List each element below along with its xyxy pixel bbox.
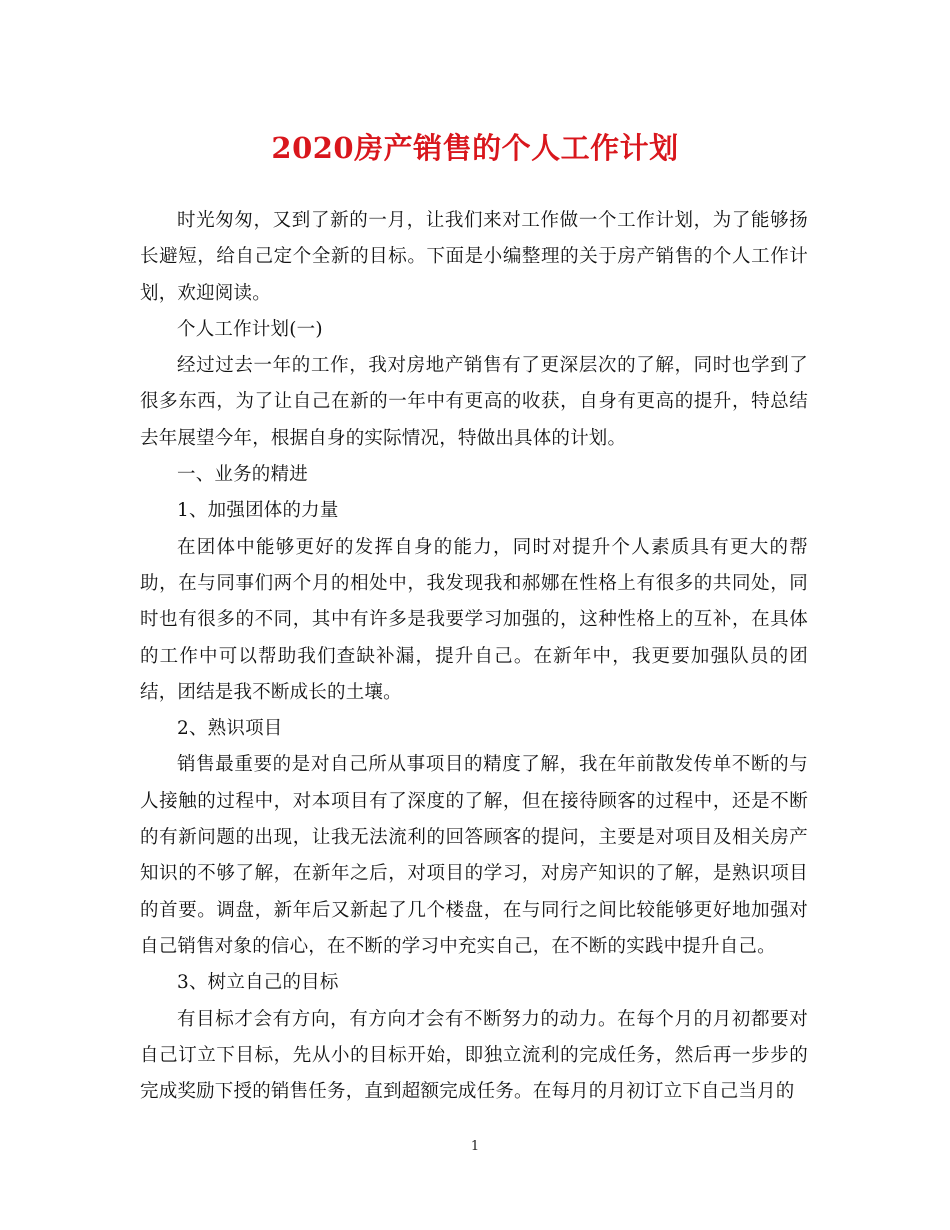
paragraph-set-goals: 有目标才会有方向，有方向才会有不断努力的动力。在每个月的月初都要对自己订立下目标，先从小的目标开始，即独立流利的完成任务，然后再一步步的完成奖励下授的销售任务，直到超额完成任务。在每月的月初订立下自己当月的 bbox=[140, 1008, 808, 1103]
paragraph-team-strength: 在团体中能够更好的发挥自身的能力，同时对提升个人素质具有更大的帮助，在与同事们两个月的相处中，我发现我和郝娜在性格上有很多的共同处，同时也有很多的不同，其中有许多是我要学习加强的，这种性格上的互补，在具体的工作中可以帮助我们查缺补漏，提升自己。在新年中，我更要加强队员的团结，团结是我不断成长的土壤。 bbox=[140, 536, 808, 703]
paragraph-overview: 经过过去一年的工作，我对房地产销售有了更深层次的了解，同时也学到了很多东西，为了让自己在新的一年中有更高的收获，自身有更高的提升，特总结去年展望今年，根据自身的实际情况，特做出具体的计划。 bbox=[140, 355, 808, 449]
document-body bbox=[140, 203, 808, 1110]
subheading-team-strength: 1、加强团体的力量 bbox=[177, 500, 339, 522]
subheading-know-project: 2、熟识项目 bbox=[177, 718, 283, 740]
paragraph-know-project: 销售最重要的是对自己所从事项目的精度了解，我在年前散发传单不断的与人接触的过程中，对本项目有了深度的了解，但在接待顾客的过程中，还是不断的有新问题的出现，让我无法流利的回答顾客的提问，主要是对项目及相关房产知识的不够了解，在新年之后，对项目的学习，对房产知识的了解，是熟识项目的首要。调盘，新年后又新起了几个楼盘，在与同行之间比较能够更好地加强对自己销售对象的信心，在不断的学习中充实自己，在不断的实践中提升自己。 bbox=[140, 754, 808, 957]
document-title: 2020房产销售的个人工作计划 bbox=[271, 131, 679, 165]
paragraph-intro: 时光匆匆，又到了新的一月，让我们来对工作做一个工作计划，为了能够扬长避短，给自己定个全新的目标。下面是小编整理的关于房产销售的个人工作计划，欢迎阅读。 bbox=[140, 210, 808, 304]
section-heading-plan-one: 个人工作计划(一) bbox=[177, 318, 323, 340]
section-heading-business: 一、业务的精进 bbox=[177, 464, 308, 486]
page-number: 1 bbox=[470, 1139, 480, 1154]
subheading-set-goals: 3、树立自己的目标 bbox=[177, 972, 339, 994]
